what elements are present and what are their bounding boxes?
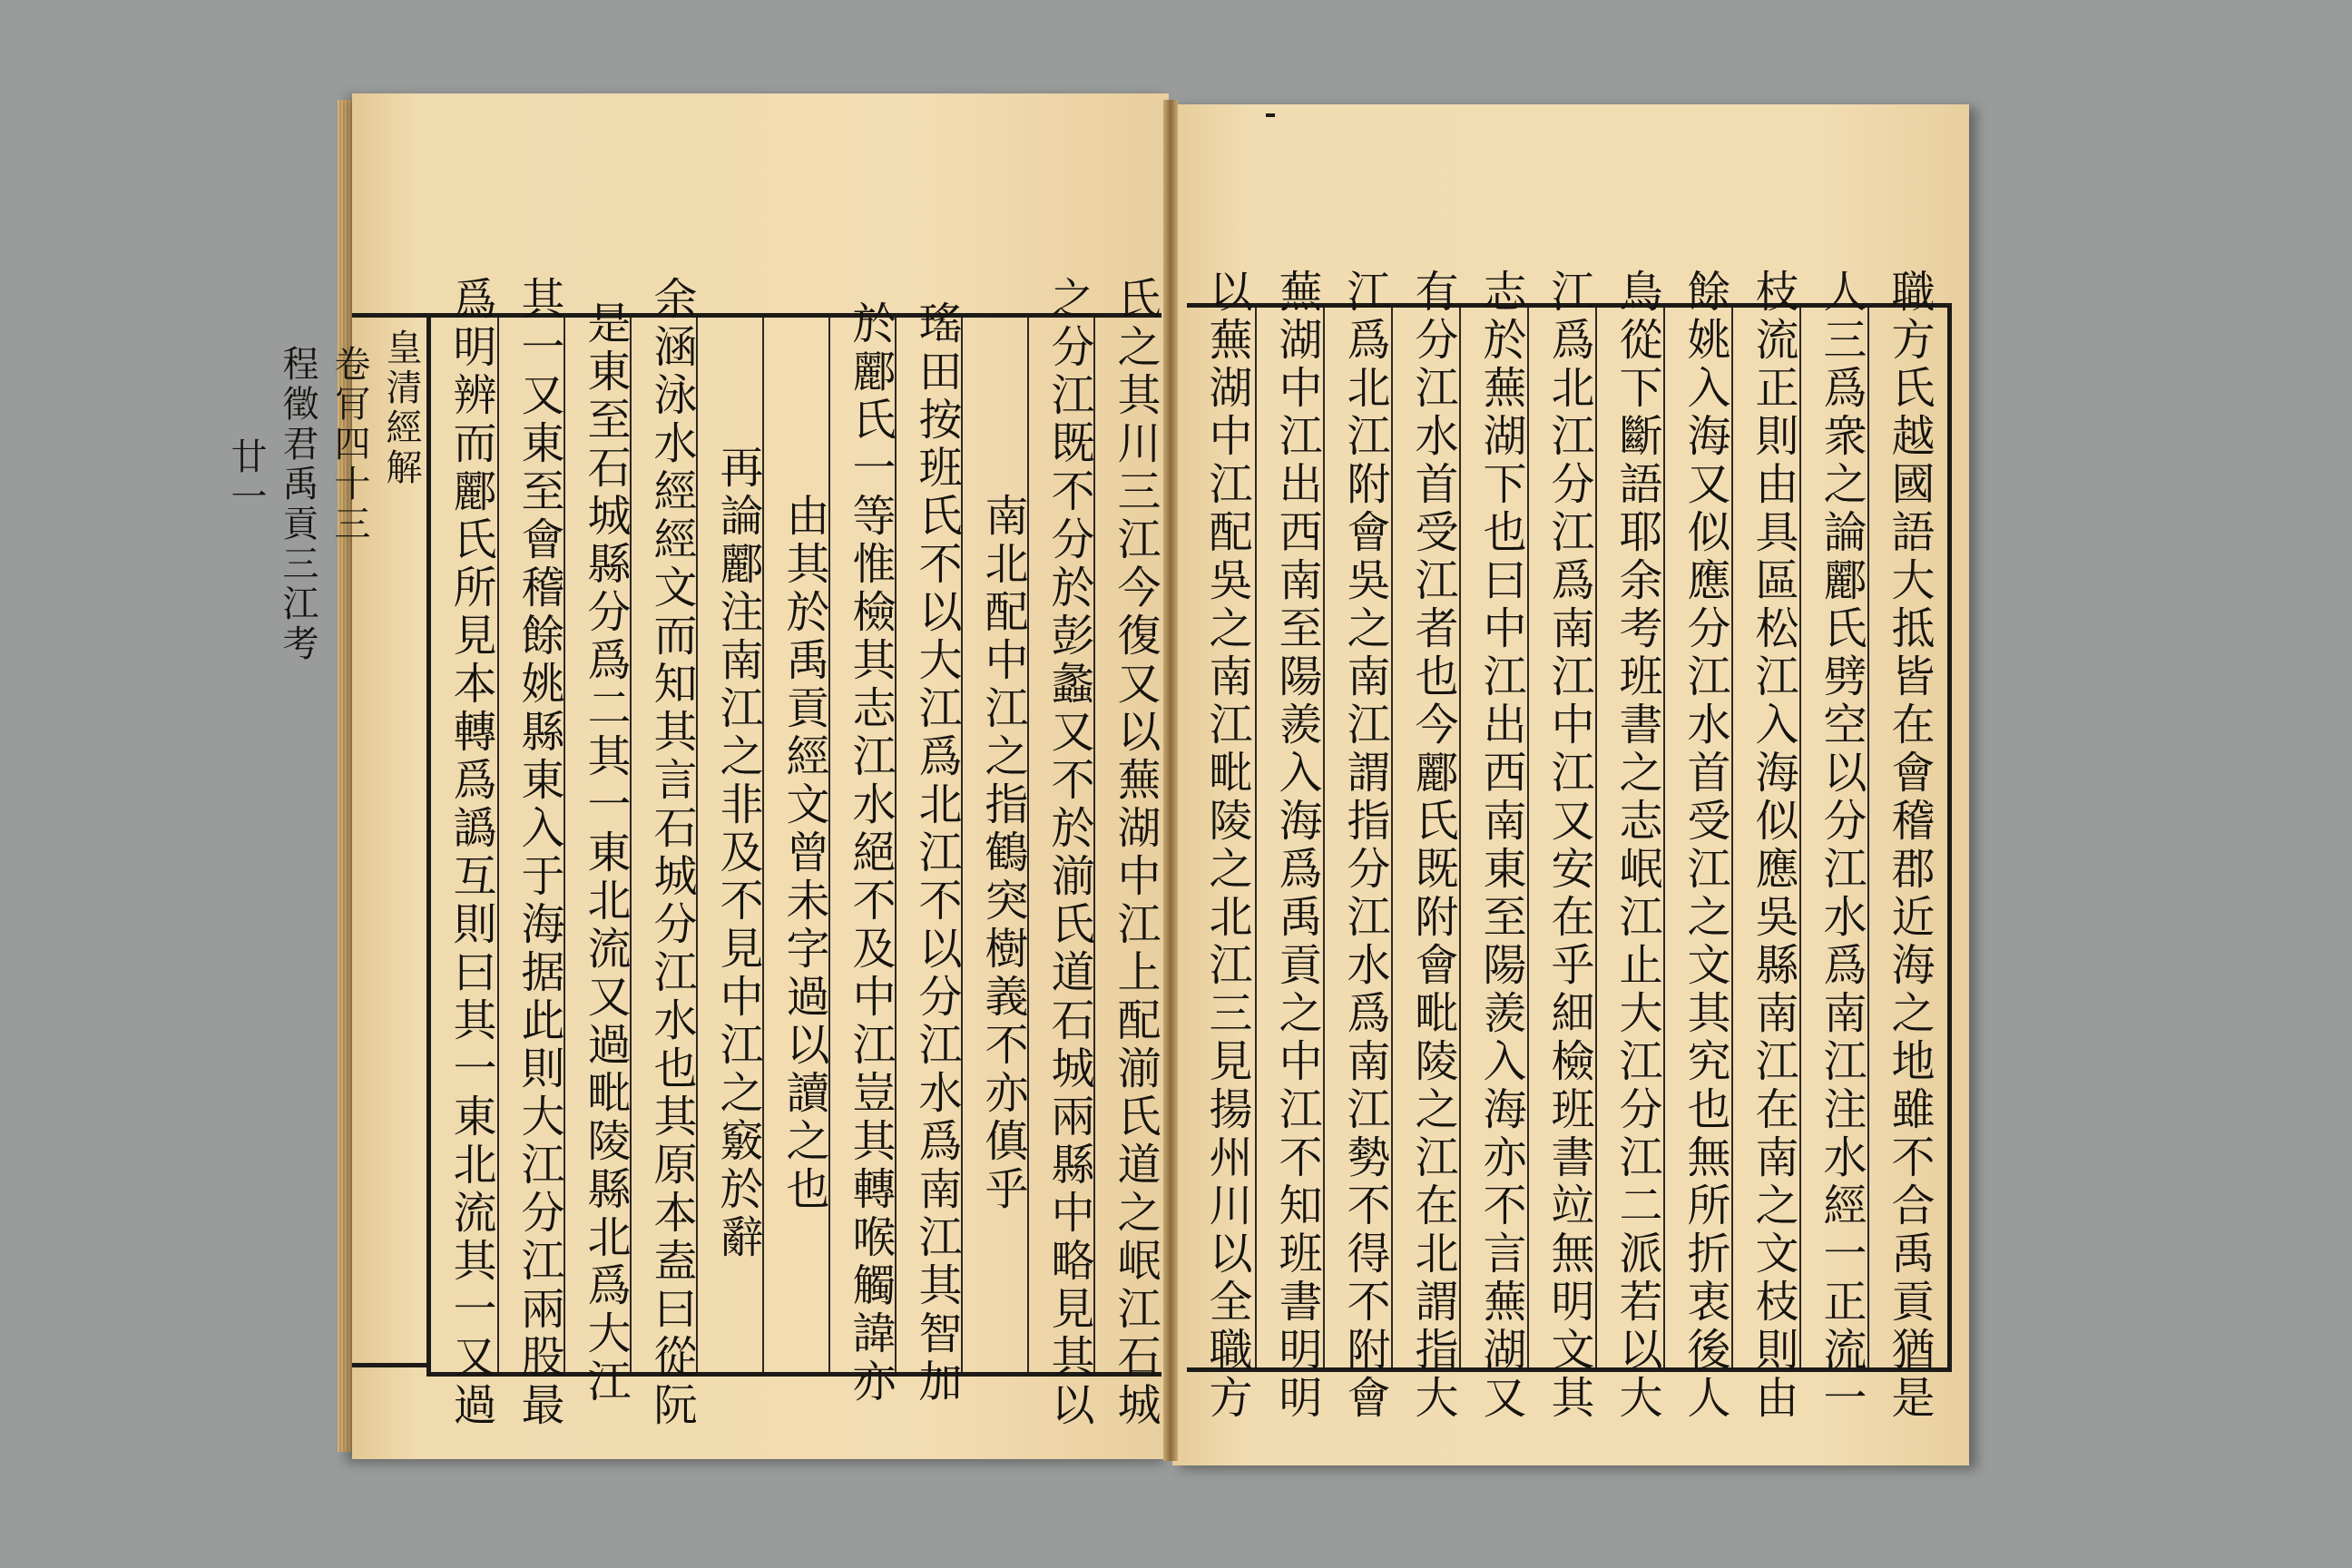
text-column: 人三爲衆之論酈氏劈空以分江水爲南江注水經一正流一: [1799, 308, 1863, 1367]
text-column: 是東至石城縣分爲二其一東北流又過毗陵縣北爲大江: [564, 318, 627, 1372]
text-column: 江爲北江分江爲南江中江又安在乎細檢班書竝無明文其: [1527, 308, 1591, 1367]
text-column: 由其於禹貢經文曾未字過以讀之也: [762, 318, 826, 1372]
text-column: 氏之其川三江今復又以蕪湖中江上配湔氏道之岷江石城: [1093, 318, 1157, 1372]
text-column: 瑤田按班氏不以大江爲北江不以分江水爲南江其智加: [895, 318, 958, 1372]
text-column: 枝流正則由具區松江入海似應吳縣南江在南之文枝則由: [1731, 308, 1795, 1367]
text-column: 其一又東至會稽餘姚縣東入于海据此則大江分江兩股最: [497, 318, 561, 1372]
text-column: 職方氏越國語大抵皆在會稽郡近海之地雖不合禹貢猶是: [1867, 308, 1931, 1367]
text-column: 於酈氏一等惟檢其志江水絕不及中江豈其轉喉觸諱亦: [828, 318, 892, 1372]
text-column: 餘姚入海又似應分江水首受江之文其究也無所折衷後人: [1663, 308, 1727, 1367]
printer-mark: [1266, 113, 1275, 117]
text-column: 爲明辨而酈氏所見本轉爲譌互則曰其一東北流其一又過: [446, 276, 496, 1430]
text-column: 志於蕪湖下也曰中江出西南東至陽羨入海亦不言蕪湖又: [1459, 308, 1523, 1367]
book-title: 皇清經解: [380, 328, 422, 488]
text-column: 有分江水首受江者也今酈氏既附會毗陵之江在北謂指大: [1391, 308, 1455, 1367]
text-column: 南北配中江之指鶴突樹義不亦傎乎: [961, 318, 1024, 1372]
right-text-frame: [1187, 269, 1952, 1423]
chapter-title: 程徵君禹貢三江考: [277, 345, 318, 664]
text-column: 余涵泳水經經文而知其言石城分江水也其原本盍曰從阮: [630, 318, 693, 1372]
text-column: 以蕪湖中江配吳之南江毗陵之北江三見揚州川以全職方: [1201, 269, 1252, 1423]
book-spine: [1163, 100, 1178, 1461]
left-text-frame: [426, 276, 1161, 1430]
left-margin-header: [225, 313, 430, 1367]
text-column: 再論酈注南江之非及不見中江之竅於辭: [696, 318, 760, 1372]
volume-number: 卷肎四十三: [328, 345, 370, 544]
text-column: 蕪湖中江出西南至陽羨入海爲禹貢之中江不知班書明明: [1255, 308, 1318, 1367]
text-column: 鳥從下斷語耶余考班書之志岷江止大江分江二派若以大: [1595, 308, 1659, 1367]
text-column: 江爲北江附會吳之南江謂指分江水爲南江勢不得不附會: [1323, 308, 1387, 1367]
text-column: 之分江既不分於彭蠡又不於湔氏道石城兩縣中略見其以: [1027, 318, 1091, 1372]
folio-number: 廿一: [225, 437, 267, 517]
